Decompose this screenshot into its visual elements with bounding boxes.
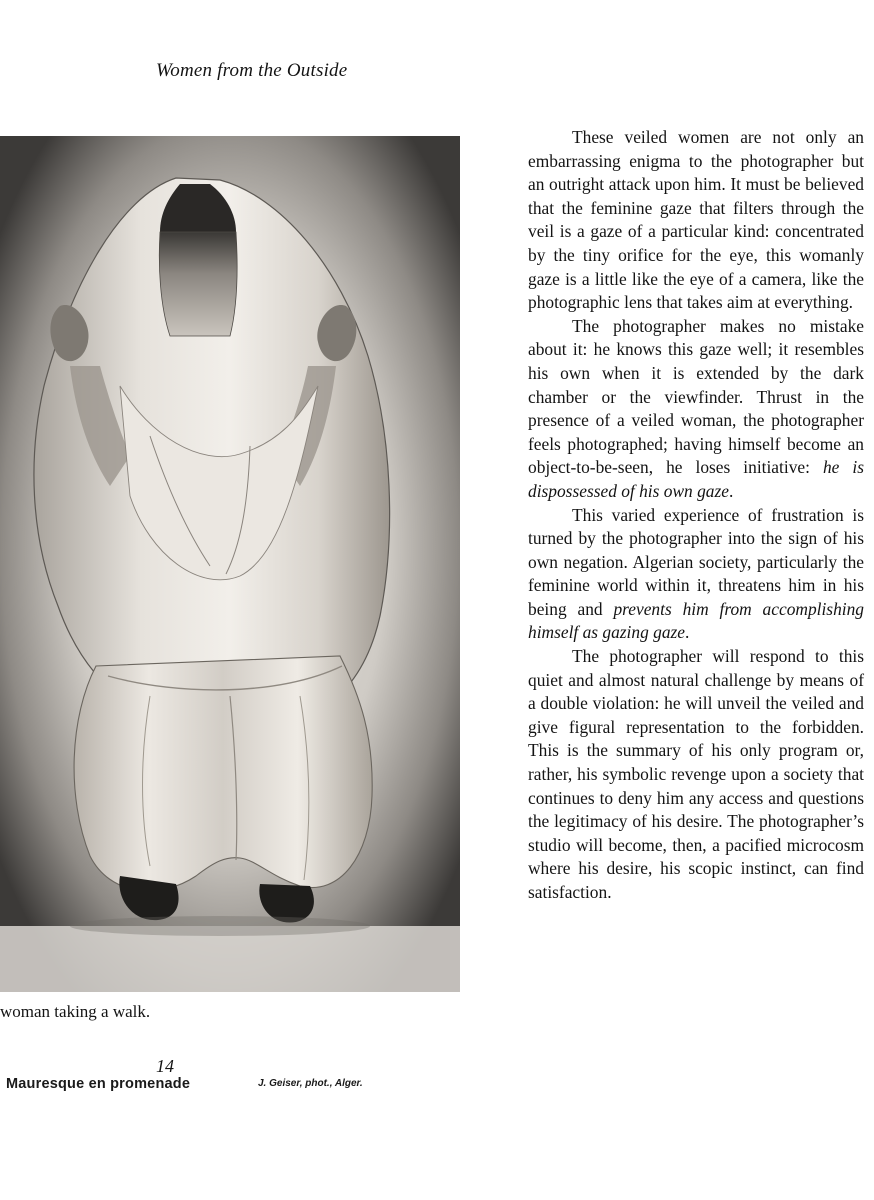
figure-caption: woman taking a walk. [0,1002,151,1021]
photographer-credit: J. Geiser, phot., Alger. [258,1078,363,1089]
running-head: Women from the Outside [156,60,348,81]
text-run: The photographer makes no mistake about it: he knows this gaze well; it resembles his own when it is extended by the dark chamber or the viewfinder. Thrust in the presence of a veiled woman, the photographer feels photographed; having himself become an object-to-be-seen, he loses initiative: [528,315,864,478]
body-paragraph [528,645,864,905]
text-run: This varied experience of frustration is turned by the photographer into the sign of his own negation. Algerian society, particularly the feminine world within it, threatens him in his being and [528,504,864,619]
text-run: These veiled women are not only an embarrassing enigma to the photographer but an outright attack upon him. It must be believed that the feminine gaze that filters through the veil is a gaze of a particular kind: concentrated by the tiny orifice for the eye, this womanly gaze is a little like the eye of a camera, like the photographic lens that takes aim at everything. [528,127,864,313]
italic-run: he is dispossessed of his own gaze [528,457,864,501]
text-run: . [728,480,734,501]
page-number: 14 [156,1056,174,1076]
body-text-column [528,126,864,905]
italic-run: prevents him from accomplishing himself as gazing gaze [528,598,864,643]
plate-title: Mauresque en promenade [6,1076,191,1092]
body-paragraph [528,126,864,315]
body-paragraph [528,504,864,646]
veiled-woman-photograph [0,136,460,992]
text-run: The photographer will respond to this quiet and almost natural challenge by means of a double violation: he will unveil the veiled and give figural representation to the forbidden. This is the summary of his only program or, rather, his symbolic revenge upon a society that continues to deny him any access and questions the legitimacy of his desire. The photographer’s studio will become, then, a pacified microcosm where his desire, his scopic instinct, can find satisfaction. [528,646,864,902]
text-run: . [685,622,690,643]
body-paragraph [528,315,864,504]
